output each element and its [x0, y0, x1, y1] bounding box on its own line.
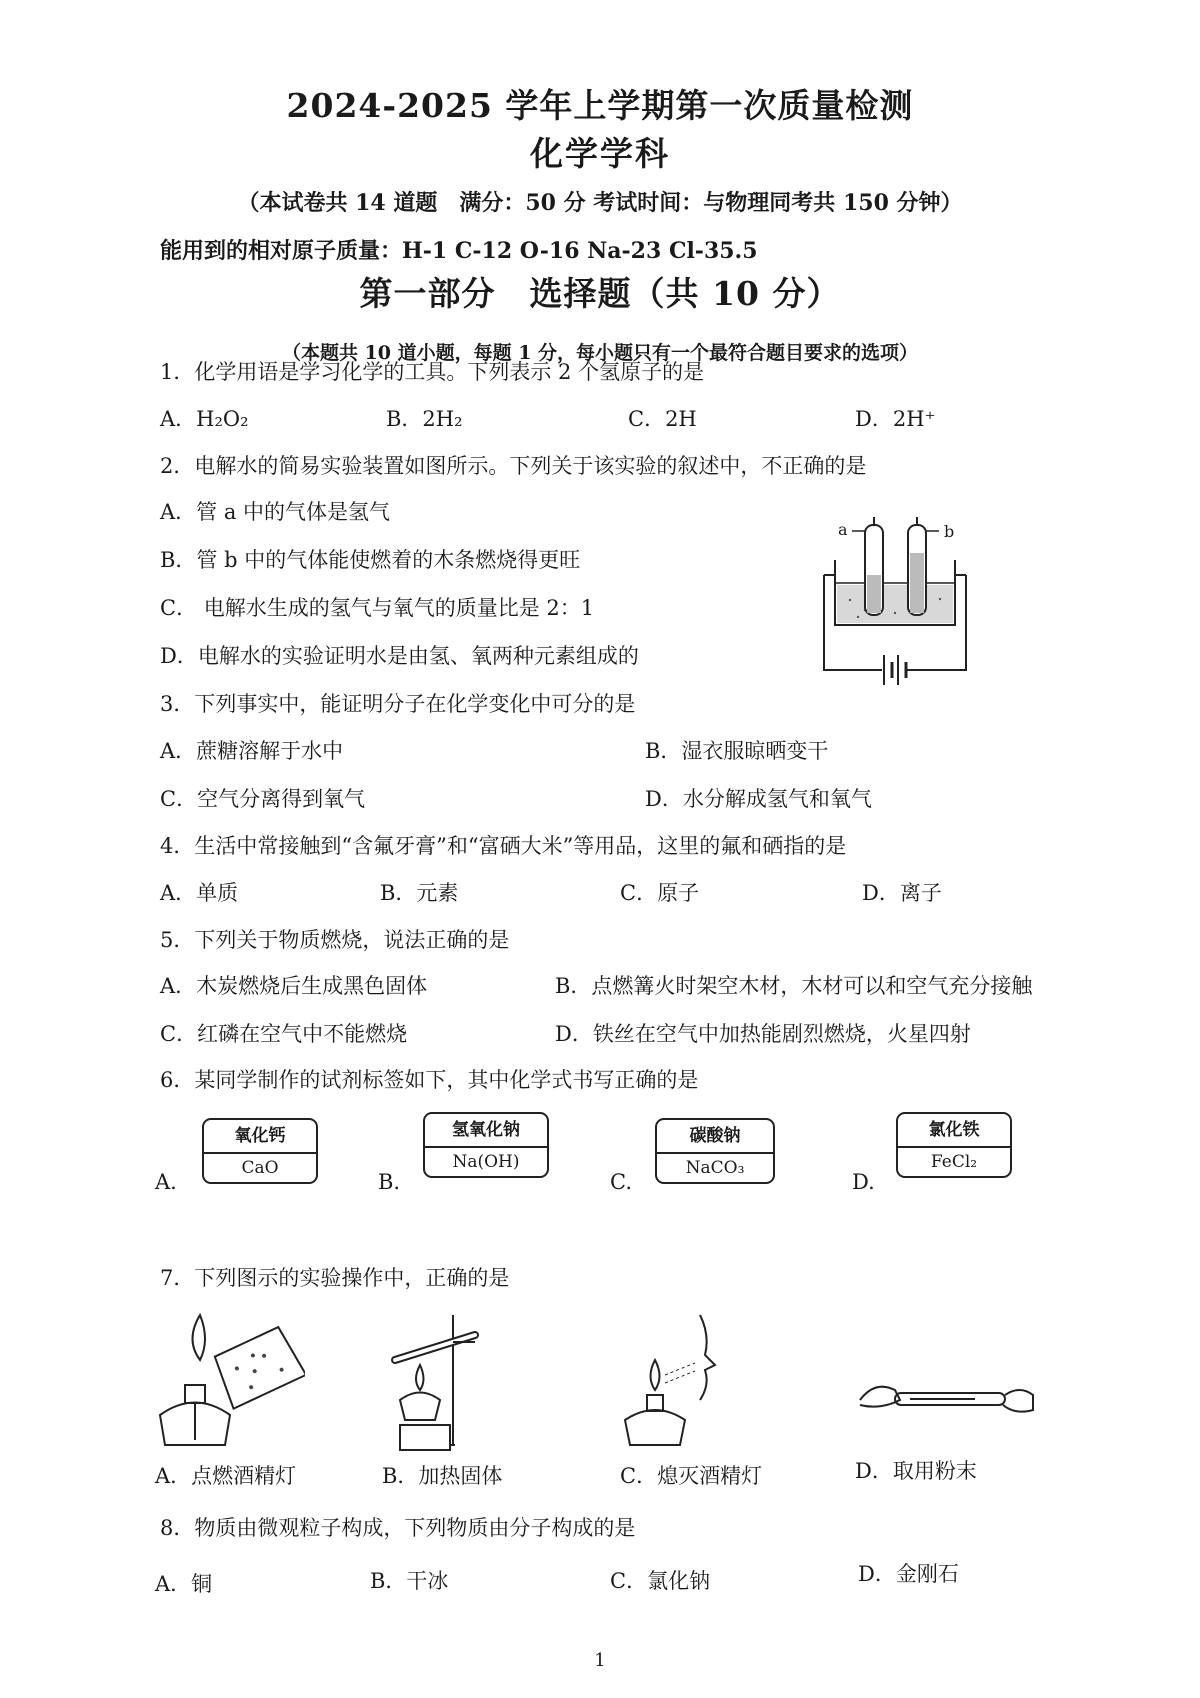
question-5-option-a: A．木炭燃烧后生成黑色固体: [160, 974, 428, 998]
question-1-stem: 1．化学用语是学习化学的工具。下列表示 2 个氢原子的是: [160, 360, 705, 384]
question-6-option-b: B.: [378, 1170, 401, 1194]
lighting-alcohol-lamp-illustration: [155, 1305, 305, 1455]
reagent-label-c-formula: NaCO₃: [685, 1158, 745, 1178]
heating-solid-illustration: [385, 1305, 505, 1455]
question-3-stem: 3．下列事实中，能证明分子在化学变化中可分的是: [160, 692, 636, 716]
reagent-label-d-formula: FeCl₂: [930, 1152, 978, 1172]
tube-a-label: a: [838, 520, 848, 539]
electrolysis-apparatus-figure: [820, 515, 970, 695]
reagent-label-b-formula: Na(OH): [452, 1152, 520, 1172]
question-4-option-d: D．离子: [862, 881, 942, 905]
reagent-label-b: [423, 1112, 549, 1178]
section-instruction: （本题共 10 道小题，每题 1 分，每小题只有一个最符合题目要求的选项）: [281, 342, 919, 364]
question-4-option-c: C．原子: [620, 881, 700, 905]
question-1-option-a: A．H₂O₂: [160, 407, 249, 431]
subject-title: 化学学科: [530, 134, 670, 173]
question-7-option-d: D．取用粉末: [855, 1459, 977, 1483]
reagent-label-a: [202, 1118, 318, 1184]
question-6-stem: 6．某同学制作的试剂标签如下，其中化学式书写正确的是: [160, 1068, 699, 1092]
question-8-option-d: D．金刚石: [858, 1562, 959, 1586]
question-5-option-c: C．红磷在空气中不能燃烧: [160, 1022, 408, 1046]
reagent-label-c-name: 碳酸钠: [657, 1120, 773, 1154]
question-8-option-b: B．干冰: [370, 1569, 449, 1593]
question-3-option-c: C．空气分离得到氧气: [160, 787, 366, 811]
exam-info: （本试卷共 14 道题 满分：50 分 考试时间：与物理同考共 150 分钟）: [237, 190, 963, 216]
question-8-stem: 8．物质由微观粒子构成，下列物质由分子构成的是: [160, 1516, 636, 1540]
question-7-option-a: A．点燃酒精灯: [155, 1464, 297, 1488]
reagent-label-c: [655, 1118, 775, 1184]
question-5-option-d: D．铁丝在空气中加热能剧烈燃烧，火星四射: [555, 1022, 971, 1046]
question-2-option-c: C． 电解水生成的氢气与氧气的质量比是 2：1: [160, 596, 595, 620]
question-1-option-c: C．2H: [628, 407, 697, 431]
exam-title: 2024-2025 学年上学期第一次质量检测: [286, 86, 914, 125]
question-3-option-b: B．湿衣服晾晒变干: [645, 739, 829, 763]
page-number: 1: [594, 1650, 606, 1671]
question-7-stem: 7．下列图示的实验操作中，正确的是: [160, 1266, 510, 1290]
question-8-option-a: A．铜: [155, 1572, 213, 1596]
question-1-option-b: B．2H₂: [386, 407, 463, 431]
question-4-stem: 4．生活中常接触到“含氟牙膏”和“富硒大米”等用品，这里的氟和硒指的是: [160, 834, 847, 858]
question-4-option-b: B．元素: [380, 881, 459, 905]
question-2-option-b: B．管 b 中的气体能使燃着的木条燃烧得更旺: [160, 548, 581, 572]
reagent-label-b-name: 氢氧化钠: [425, 1114, 547, 1148]
taking-powder-illustration: [855, 1365, 1035, 1435]
question-7-option-c: C．熄灭酒精灯: [620, 1464, 763, 1488]
extinguish-alcohol-lamp-illustration: [620, 1305, 750, 1455]
question-5-stem: 5．下列关于物质燃烧，说法正确的是: [160, 928, 510, 952]
atomic-mass-line: 能用到的相对原子质量：H-1 C-12 O-16 Na-23 Cl-35.5: [160, 238, 758, 264]
reagent-label-a-name: 氧化钙: [204, 1120, 316, 1154]
question-4-option-a: A．单质: [160, 881, 239, 905]
reagent-label-a-formula: CaO: [241, 1158, 279, 1178]
question-2-option-d: D．电解水的实验证明水是由氢、氧两种元素组成的: [160, 644, 639, 668]
question-6-option-d: D.: [852, 1170, 875, 1194]
question-2-stem: 2．电解水的简易实验装置如图所示。下列关于该实验的叙述中，不正确的是: [160, 454, 867, 478]
reagent-label-d: [896, 1112, 1012, 1178]
question-2-option-a: A．管 a 中的气体是氢气: [160, 500, 391, 524]
reagent-label-d-name: 氯化铁: [898, 1114, 1010, 1148]
question-6-option-c: C.: [610, 1170, 632, 1194]
question-5-option-b: B．点燃篝火时架空木材，木材可以和空气充分接触: [555, 974, 1033, 998]
question-7-option-b: B．加热固体: [382, 1464, 503, 1488]
question-3-option-d: D．水分解成氢气和氧气: [645, 787, 872, 811]
question-8-option-c: C．氯化钠: [610, 1569, 711, 1593]
tube-b-label: b: [944, 522, 955, 541]
question-1-option-d: D．2H⁺: [855, 407, 936, 431]
question-6-option-a: A.: [155, 1170, 177, 1194]
question-3-option-a: A．蔗糖溶解于水中: [160, 739, 344, 763]
section-title: 第一部分 选择题（共 10 分）: [359, 274, 841, 313]
